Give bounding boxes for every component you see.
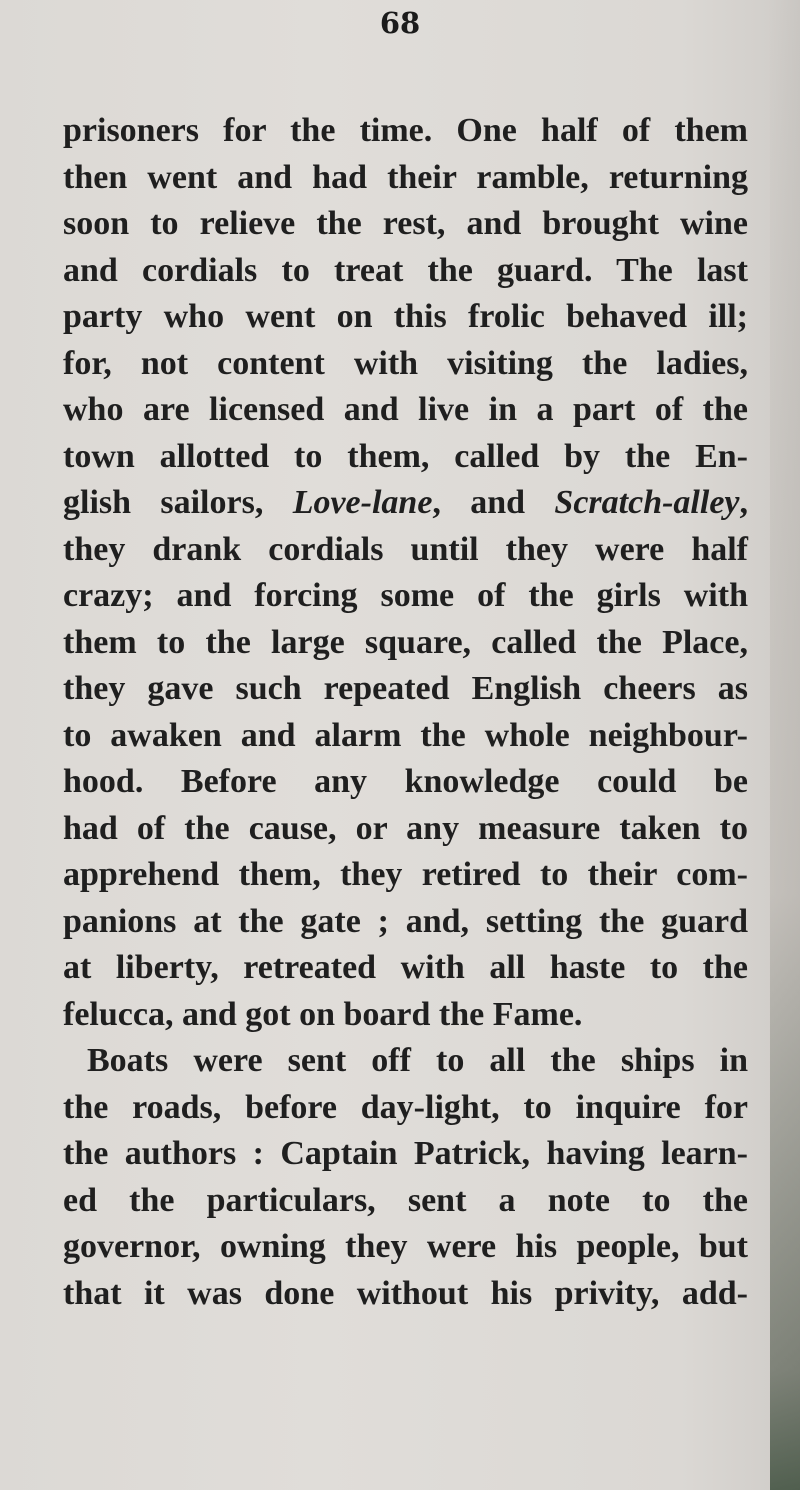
text-line: apprehend them, they retired to their com-	[63, 856, 748, 893]
text-line: had of the cause, or any measure taken to	[63, 809, 748, 847]
text-line: for, not content with visiting the ladies,	[63, 344, 748, 382]
text-line: crazy; and forcing some of the girls with	[63, 577, 748, 614]
text-line: panions at the gate ; and, setting the guard	[63, 902, 748, 940]
text-line: felucca, and got on board the Fame.	[63, 995, 583, 1033]
text-line: then went and had their ramble, returning	[63, 158, 748, 196]
text-line: prisoners for the time. One half of them	[63, 112, 748, 149]
text-line: them to the large square, called the Place,	[63, 623, 748, 661]
text-segment: glish sailors,	[63, 484, 293, 521]
text-line: governor, owning they were his people, but	[63, 1228, 748, 1265]
text-line: party who went on this frolic behaved ill;	[63, 298, 748, 335]
page-edge-stain	[770, 0, 800, 1490]
page-number: 68	[379, 6, 421, 40]
text-line: at liberty, retreated with all haste to the	[63, 949, 748, 986]
text-line: the roads, before day-light, to inquire for	[63, 1088, 748, 1126]
text-line: town allotted to them, called by the En-	[63, 437, 748, 475]
text-segment: ,	[739, 484, 748, 521]
text-line-with-italics	[63, 480, 748, 527]
italic-place-name: Love-lane	[292, 484, 433, 521]
text-line: that it was done without his privity, add-	[63, 1274, 748, 1312]
text-line: they gave such repeated English cheers as	[63, 670, 748, 707]
text-line: the authors : Captain Patrick, having learn-	[63, 1135, 748, 1172]
text-line: Boats were sent off to all the ships in	[87, 1042, 748, 1079]
italic-place-name: Scratch-alley	[554, 484, 740, 521]
text-line: they drank cordials until they were half	[63, 530, 748, 568]
text-segment: , and	[432, 484, 555, 521]
body-text	[63, 108, 748, 1317]
text-line: and cordials to treat the guard. The last	[63, 251, 748, 289]
text-line: ed the particulars, sent a note to the	[63, 1181, 748, 1219]
text-line: soon to relieve the rest, and brought wine	[63, 205, 748, 242]
text-line: to awaken and alarm the whole neighbour-	[63, 716, 748, 754]
text-line: who are licensed and live in a part of the	[63, 391, 748, 428]
text-line: hood. Before any knowledge could be	[63, 763, 748, 800]
